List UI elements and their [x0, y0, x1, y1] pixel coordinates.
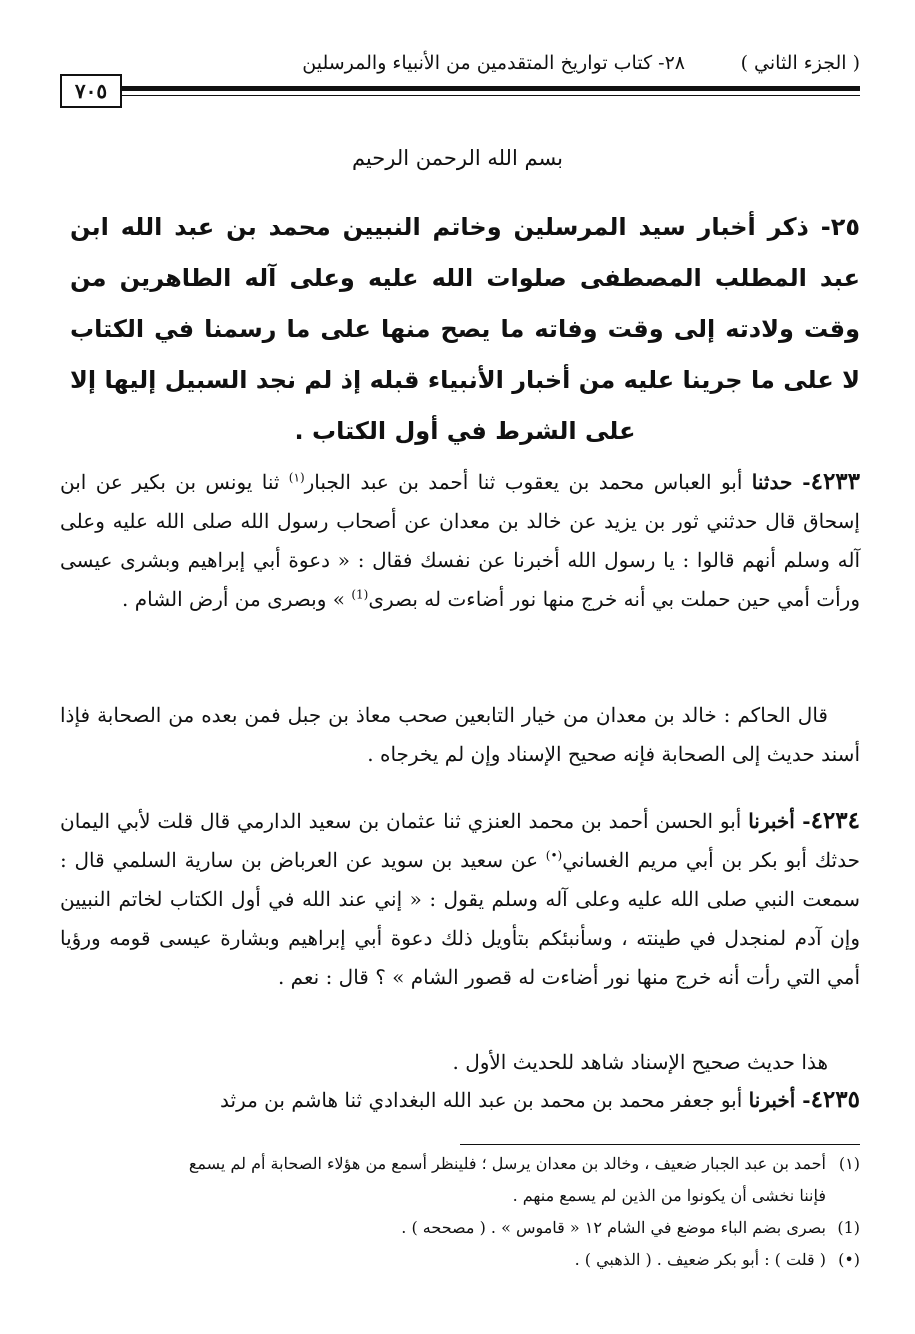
hadith-number: ٤٢٣٥: [810, 1086, 860, 1113]
hadith-text: أبو العباس محمد بن يعقوب ثنا أحمد بن عبد الجبار: [304, 470, 752, 494]
header-rule-thin: [118, 95, 860, 96]
chapter-heading: ٢٥- ذكر أخبار سيد المرسلين وخاتم النبيين محمد بن عبد الله ابن عبد المطلب المصطفى صلوات الله عليه وعلى آله الطاهرين من وقت ولادته إلى وقت وفاته ما يصح منها على ما رسمنا في الكتاب لا على ما جرينا عليه من أخبار الأنبياء قبله إذ لم نجد السبيل إليها إلا على الشرط في أول الكتاب .: [70, 213, 860, 445]
hakim-comment: قال الحاكم : خالد بن معدان من خيار التابعين صحب معاذ بن جبل فمن بعده من الصحابة فإذا أسند حديث إلى الصحابة فإنه صحيح الإسناد وإن لم يخرجاه .: [60, 703, 860, 766]
header-rule-thick: [118, 86, 860, 91]
footnote-separator: [460, 1144, 860, 1145]
footnotes: [60, 1148, 860, 1276]
footnote-ref: (•): [545, 848, 563, 863]
footnote-continuation: فإننا نخشى أن يكونوا من الذين لم يسمع منهم .: [512, 1186, 826, 1205]
hadith-lead: - حدثنا: [751, 470, 811, 494]
hadith-lead: - أخبرنا: [748, 1088, 811, 1112]
hadith-4233: [60, 462, 860, 619]
footnote-mark: (1): [837, 1218, 860, 1237]
footnote-text: ( قلت ) : أبو بكر ضعيف . ( الذهبي ) .: [574, 1250, 826, 1269]
page-number: ٧٠٥: [60, 74, 122, 108]
footnote-ref: (1): [351, 587, 369, 602]
footnote: [60, 1212, 860, 1244]
volume-label: ( الجزء الثاني ): [740, 52, 860, 74]
hadith-text: أبو الحسن أحمد بن محمد العنزي ثنا عثمان بن سعيد الدارمي قال قلت لأبي اليمان حدثك أبو بكر بن أبي مريم الغساني: [60, 809, 860, 872]
footnote-ref: (١): [288, 470, 305, 485]
footnote: [60, 1244, 860, 1276]
hadith-number: ٤٢٣٣: [810, 468, 861, 495]
footnote: [60, 1148, 860, 1180]
running-header: [60, 52, 860, 103]
hadith-lead: - أخبرنا: [748, 809, 811, 833]
book-title: ٢٨- كتاب تواريخ المتقدمين من الأنبياء والمرسلين: [302, 52, 685, 74]
hadith-4234: [60, 801, 860, 997]
footnote-mark: (•): [838, 1250, 860, 1269]
hadith-text: » وبصرى من أرض الشام .: [122, 587, 352, 611]
footnote-text: بصرى بضم الباء موضع في الشام ١٢ « قاموس » . ( مصححه ) .: [401, 1218, 826, 1237]
footnote-text: أحمد بن عبد الجبار ضعيف ، وخالد بن معدان يرسل ؛ فلينظر أسمع من هؤلاء الصحابة أم لم يسمع: [188, 1154, 826, 1173]
hadith-text: عن سعيد بن سويد عن العرباض بن سارية السلمي قال : سمعت النبي صلى الله عليه وعلى آله وسلم يقول : « إني عند الله في أول الكتاب لخاتم النبيين وإن آدم لمنجدل في طينته ، وسأنبئكم بتأويل ذلك دعوة أبي إبراهيم وبشارة عيسى قومه ورؤيا أمي التي رأت أنه خرج منها نور أضاءت له قصور الشام » ؟ قال : نعم .: [60, 848, 860, 989]
footnote-mark: (١): [838, 1154, 860, 1173]
witness-comment: هذا حديث صحيح الإسناد شاهد للحديث الأول .: [452, 1050, 828, 1074]
hadith-number: ٤٢٣٤: [810, 807, 860, 834]
hadith-4235: [60, 1080, 860, 1120]
hadith-text: ثنا يونس بن بكير عن ابن إسحاق قال حدثني ثور بن يزيد عن خالد بن معدان عن أصحاب رسول الله صلى الله عليه وعلى آله وسلم أنهم قالوا : يا رسول الله أخبرنا عن نفسك فقال : « دعوة أبي إبراهيم وبشرى عيسى ورأت أمي حين حملت بي أنه خرج منها نور أضاءت له بصرى: [60, 470, 860, 611]
basmala: بسم الله الرحمن الرحيم: [351, 146, 564, 170]
hadith-text: أبو جعفر محمد بن محمد بن عبد الله البغدادي ثنا هاشم بن مرثد: [220, 1088, 749, 1112]
